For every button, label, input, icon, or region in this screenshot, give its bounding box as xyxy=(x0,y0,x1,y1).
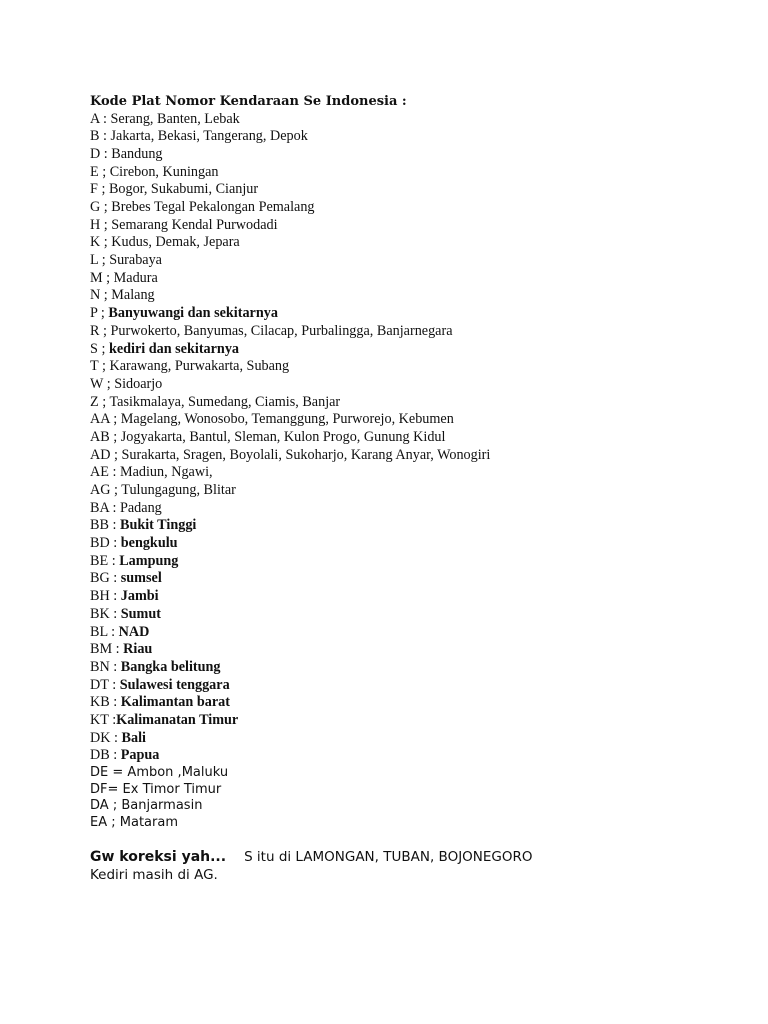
plate-region: Padang xyxy=(119,499,162,516)
plate-region: Jambi xyxy=(120,588,159,605)
plate-code-row xyxy=(90,606,750,624)
plate-code: BB xyxy=(90,517,109,534)
correction-note xyxy=(90,848,750,866)
plate-region: Lampung xyxy=(119,552,179,569)
plate-code-separator: ; xyxy=(106,269,111,286)
plate-code: B xyxy=(90,128,100,145)
plate-code-row xyxy=(90,181,750,199)
plate-code: DE xyxy=(90,765,109,781)
plate-code-separator: ; xyxy=(113,411,118,428)
plate-code-separator: : xyxy=(112,499,117,516)
plate-region: Jogyakarta, Bantul, Sleman, Kulon Progo, Gunung Kidul xyxy=(120,428,446,445)
plate-code-row xyxy=(90,517,750,535)
plate-code-separator: ; xyxy=(101,358,106,375)
plate-region: Jakarta, Bekasi, Tangerang, Depok xyxy=(110,128,308,145)
plate-code: AB xyxy=(90,428,110,445)
plate-code: BD xyxy=(90,535,110,552)
plate-region: Kalimantan barat xyxy=(120,694,230,711)
plate-code-row xyxy=(90,358,750,376)
plate-code-row xyxy=(90,500,750,518)
plate-code: P xyxy=(90,305,98,322)
plate-region: Surakarta, Sragen, Boyolali, Sukoharjo, Karang Anyar, Wonogiri xyxy=(121,446,491,463)
plate-code-row xyxy=(90,341,750,359)
plate-region: Sulawesi tenggara xyxy=(119,676,230,693)
plate-code-row xyxy=(90,535,750,553)
correction-lead: Gw koreksi yah... xyxy=(90,849,227,866)
plate-code-row xyxy=(90,429,750,447)
plate-region: Madura xyxy=(113,269,158,286)
plate-code-row xyxy=(90,570,750,588)
plate-region: Bandung xyxy=(111,145,163,162)
plate-code: DA xyxy=(90,798,109,814)
plate-code-separator: ; xyxy=(102,163,107,180)
plate-region: Semarang Kendal Purwodadi xyxy=(111,216,278,233)
plate-code-separator: ; xyxy=(103,216,108,233)
plate-code-separator: ; xyxy=(101,181,106,198)
plate-code: H xyxy=(90,216,101,233)
plate-code: BM xyxy=(90,641,113,658)
plate-code-separator: : xyxy=(113,605,118,622)
plate-code: T xyxy=(90,358,99,375)
plate-code-row xyxy=(90,798,750,815)
plate-code-row xyxy=(90,677,750,695)
plate-region: Malang xyxy=(111,287,155,304)
plate-code-row xyxy=(90,287,750,305)
plate-code: F xyxy=(90,181,98,198)
plate-code-separator: : xyxy=(115,641,120,658)
plate-region: Madiun, Ngawi, xyxy=(119,464,213,481)
plate-code-row xyxy=(90,411,750,429)
plate-code-separator: : xyxy=(113,747,118,764)
plate-code-separator: ; xyxy=(101,340,106,357)
spacer xyxy=(90,831,750,848)
plate-code-row xyxy=(90,234,750,252)
plate-code-row xyxy=(90,111,750,129)
plate-code: BH xyxy=(90,588,110,605)
plate-code-row xyxy=(90,694,750,712)
plate-code: DK xyxy=(90,729,111,746)
plate-region: Purwokerto, Banyumas, Cilacap, Purbalingga, Banjarnegara xyxy=(110,322,453,339)
plate-code-separator: : xyxy=(114,729,118,746)
plate-region: Tulungagung, Blitar xyxy=(121,482,236,499)
plate-code-row xyxy=(90,482,750,500)
plate-code-separator: ; xyxy=(103,287,108,304)
plate-code-separator: = xyxy=(112,765,124,781)
plate-code-separator: : xyxy=(112,517,117,534)
plate-code-separator: ; xyxy=(100,305,105,322)
plate-region: Sumut xyxy=(120,605,161,622)
plate-code-separator: ; xyxy=(103,199,108,216)
correction-text: S itu di LAMONGAN, TUBAN, BOJONEGORO xyxy=(244,849,533,866)
plate-code-separator: ; xyxy=(111,814,116,830)
plate-code: R xyxy=(90,322,100,339)
plate-region: Ambon ,Maluku xyxy=(127,765,229,781)
plate-code-separator: : xyxy=(103,145,108,162)
plate-code: BA xyxy=(90,499,109,516)
plate-region: Ex Timor Timur xyxy=(122,781,222,797)
plate-region: Tasikmalaya, Sumedang, Ciamis, Banjar xyxy=(109,393,341,410)
plate-code-separator: : xyxy=(103,128,107,145)
plate-region: Karawang, Purwakarta, Subang xyxy=(109,358,290,375)
plate-code: KT xyxy=(90,711,109,728)
plate-code: Z xyxy=(90,393,99,410)
plate-code: AD xyxy=(90,446,111,463)
plate-code-separator: ; xyxy=(103,322,107,339)
plate-code-row xyxy=(90,553,750,571)
plate-code: BL xyxy=(90,623,108,640)
plate-code: A xyxy=(90,110,100,127)
plate-region: Riau xyxy=(123,641,153,658)
plate-region: Bali xyxy=(121,729,146,746)
plate-code-row xyxy=(90,782,750,799)
plate-code: N xyxy=(90,287,101,304)
plate-code-row xyxy=(90,712,750,730)
plate-code-separator: : xyxy=(113,694,118,711)
plate-code-row xyxy=(90,164,750,182)
plate-region: Bangka belitung xyxy=(120,658,221,675)
plate-code: BN xyxy=(90,658,110,675)
plate-code-row xyxy=(90,394,750,412)
plate-code-row xyxy=(90,747,750,765)
plate-region: Bogor, Sukabumi, Cianjur xyxy=(108,181,259,198)
document-title: Kode Plat Nomor Kendaraan Se Indonesia : xyxy=(90,94,407,109)
plate-region: Cirebon, Kuningan xyxy=(109,163,219,180)
plate-code-row xyxy=(90,217,750,235)
plate-region: Mataram xyxy=(119,814,179,830)
plate-region: Serang, Banten, Lebak xyxy=(110,110,240,127)
plate-code-row xyxy=(90,464,750,482)
plate-code-row xyxy=(90,765,750,782)
plate-region: Brebes Tegal Pekalongan Pemalang xyxy=(111,199,315,216)
plate-code-separator: : xyxy=(111,623,116,640)
plate-code: BK xyxy=(90,605,110,622)
plate-code-row xyxy=(90,305,750,323)
plate-code: L xyxy=(90,252,99,269)
plate-code-row xyxy=(90,815,750,832)
plate-code-separator: : xyxy=(111,552,116,569)
plate-code-row xyxy=(90,128,750,146)
plate-code-separator: ; xyxy=(106,375,111,392)
plate-code: BE xyxy=(90,552,109,569)
plate-code-separator: : xyxy=(112,464,117,481)
plate-code-separator: : xyxy=(113,588,118,605)
plate-region: kediri dan sekitarnya xyxy=(108,340,240,357)
plate-code-row xyxy=(90,588,750,606)
plate-code-row xyxy=(90,323,750,341)
plate-region: Banjarmasin xyxy=(121,798,203,814)
plate-code: DT xyxy=(90,676,109,693)
plate-code-row xyxy=(90,624,750,642)
plate-region: Magelang, Wonosobo, Temanggung, Purworejo, Kebumen xyxy=(120,411,454,428)
plate-code: W xyxy=(90,375,104,392)
plate-code-separator: ; xyxy=(101,252,106,269)
plate-code-separator: ; xyxy=(103,234,108,251)
plate-code: D xyxy=(90,145,101,162)
plate-code-separator: : xyxy=(113,570,118,587)
plate-region: bengkulu xyxy=(120,535,178,552)
plate-code-separator: : xyxy=(103,110,107,127)
plate-code-separator: : xyxy=(112,711,117,728)
plate-code-separator: ; xyxy=(102,393,107,410)
document-body xyxy=(90,93,750,884)
plate-code: S xyxy=(90,340,98,357)
plate-code-row xyxy=(90,376,750,394)
plate-code: DB xyxy=(90,747,110,764)
plate-code: AA xyxy=(90,411,110,428)
plate-code-separator: : xyxy=(113,658,118,675)
plate-code-row xyxy=(90,447,750,465)
plate-code-row xyxy=(90,270,750,288)
plate-code: E xyxy=(90,163,99,180)
plate-code: BG xyxy=(90,570,110,587)
plate-code-row xyxy=(90,252,750,270)
plate-region: Sidoarjo xyxy=(114,375,163,392)
plate-code-list xyxy=(90,111,750,831)
plate-code: KB xyxy=(90,694,110,711)
correction-line-2: Kediri masih di AG. xyxy=(90,867,218,884)
plate-region: sumsel xyxy=(120,570,162,587)
plate-region: Kudus, Demak, Jepara xyxy=(111,234,240,251)
plate-code-separator: = xyxy=(107,781,119,797)
plate-code-row xyxy=(90,641,750,659)
plate-code-row xyxy=(90,146,750,164)
plate-code-row xyxy=(90,730,750,748)
plate-code: K xyxy=(90,234,101,251)
plate-region: Surabaya xyxy=(109,252,162,269)
plate-code: AE xyxy=(90,464,109,481)
plate-region: NAD xyxy=(118,623,150,640)
plate-region: Bukit Tinggi xyxy=(119,517,197,534)
plate-code: M xyxy=(90,269,103,286)
plate-region: Papua xyxy=(120,747,160,764)
plate-code-row xyxy=(90,659,750,677)
plate-code-separator: ; xyxy=(113,428,118,445)
plate-region: Banyuwangi dan sekitarnya xyxy=(108,305,278,322)
plate-code: EA xyxy=(90,814,108,830)
plate-code-separator: : xyxy=(112,676,117,693)
plate-code-separator: ; xyxy=(114,482,118,499)
plate-code: AG xyxy=(90,482,111,499)
plate-code-separator: : xyxy=(113,535,118,552)
plate-code: DF xyxy=(90,781,108,797)
plate-region: Kalimanatan Timur xyxy=(116,711,239,728)
plate-code-separator: ; xyxy=(112,798,118,814)
plate-code-separator: ; xyxy=(114,446,118,463)
plate-code-row xyxy=(90,199,750,217)
plate-code: G xyxy=(90,199,101,216)
